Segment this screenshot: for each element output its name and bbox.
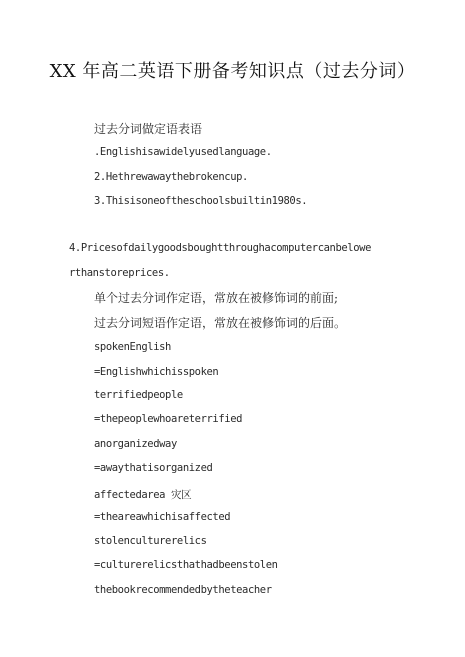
text-line: =theareawhichisaffected xyxy=(94,511,231,523)
text-line: =culturerelicsthathadbeenstolen xyxy=(94,559,278,571)
text-line: affectedarea 灾区 xyxy=(94,489,192,501)
text-line: anorganizedway xyxy=(94,438,177,450)
text-line: 3.Thisisoneoftheschoolsbuiltin1980s. xyxy=(94,195,308,207)
text-line: spokenEnglish xyxy=(94,341,171,353)
text-line: 过去分词短语作定语，常放在被修饰词的后面。 xyxy=(94,316,347,330)
text-line: =thepeoplewhoareterrified xyxy=(94,413,243,425)
text-line: stolenculturerelics xyxy=(94,535,207,547)
text-line: 单个过去分词作定语，常放在被修饰词的前面; xyxy=(94,291,339,305)
text-line: =Englishwhichisspoken xyxy=(94,366,219,378)
text-line: 2.Hethrewawaythebrokencup. xyxy=(94,171,248,183)
text-line: 4.Pricesofdailygoodsboughtthroughacomputercanbelowe xyxy=(69,242,371,254)
text-line: =awaythatisorganized xyxy=(94,462,213,474)
text-line: rthanstoreprices. xyxy=(69,267,170,279)
page-title: XX 年高二英语下册备考知识点（过去分词） xyxy=(49,61,416,82)
text-line: terrifiedpeople xyxy=(94,389,183,401)
text-line: thebookrecommendedbytheteacher xyxy=(94,584,272,596)
text-line: .Englishisawidelyusedlanguage. xyxy=(94,146,272,158)
text-line: 过去分词做定语表语 xyxy=(94,122,203,136)
